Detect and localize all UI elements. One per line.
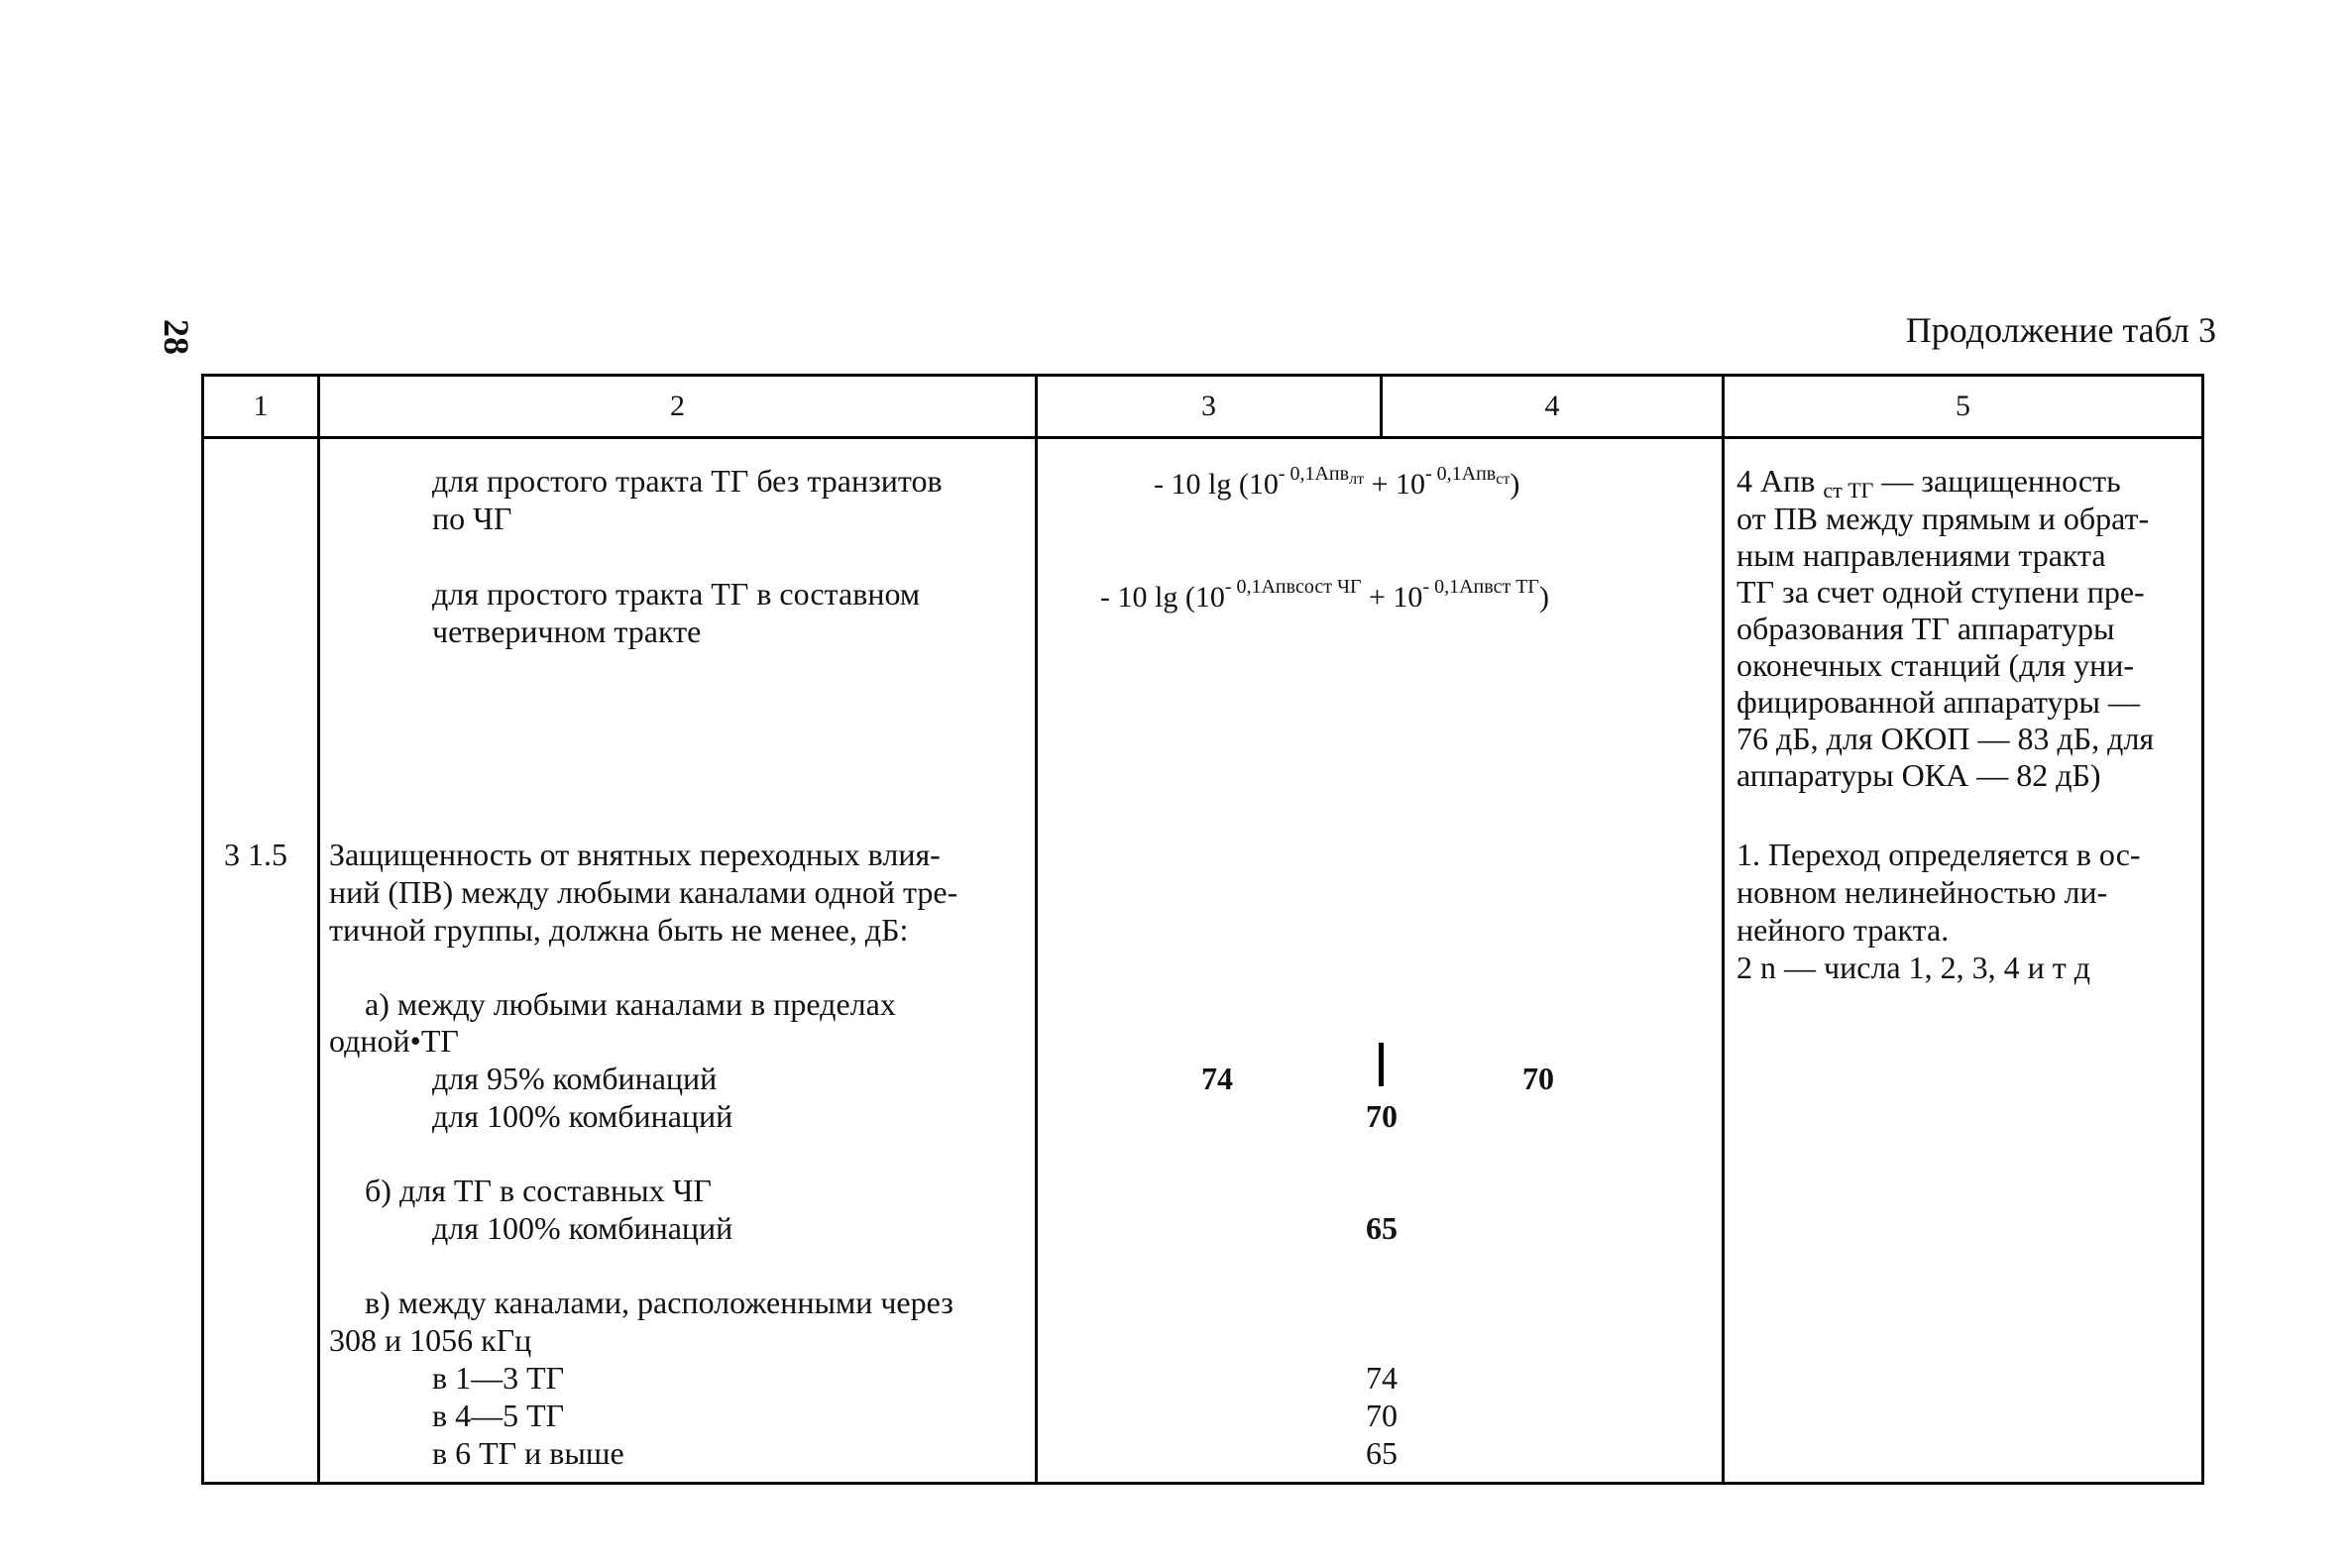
page-number: 28: [157, 319, 196, 355]
subitem-c-line2: 308 и 1056 кГц: [329, 1322, 532, 1358]
header-col-4: 4: [1544, 390, 1560, 422]
subitem-c-row-value: 65: [1366, 1435, 1398, 1471]
subitem-b-line1: б) для ТГ в составных ЧГ: [365, 1173, 712, 1208]
subitem-c-row-label: в 6 ТГ и выше: [432, 1435, 624, 1471]
value-separator-mark: [1379, 1043, 1384, 1086]
subitem-b-100: для 100% комбинаций: [432, 1210, 733, 1246]
col-rule-4: [1722, 374, 1725, 1485]
subitem-a-95: для 95% комбинаций: [432, 1061, 718, 1096]
note-4-line5: образования ТГ аппаратуры: [1736, 611, 2115, 646]
header-rule: [201, 436, 2204, 439]
table-caption: Продолжение табл 3: [1905, 310, 2216, 350]
item-composite-path-line1: для простого тракта ТГ в составном: [432, 576, 921, 612]
subitem-a-line1: а) между любыми каналами в пределах: [365, 986, 896, 1022]
note-4-line8: 76 дБ, для ОКОП — 83 дБ, для: [1736, 721, 2155, 756]
note-4-line1: 4 Апв $_{ст ТГ}$ — защищенность: [1736, 463, 2121, 503]
row-note-line4: 2 n — числа 1, 2, 3, 4 и т д: [1736, 950, 2090, 985]
header-col-2: 2: [670, 390, 685, 422]
note-4-line7: фицированной аппаратуры —: [1736, 684, 2141, 720]
row-number: 3 1.5: [224, 837, 287, 872]
col-rule-1: [317, 374, 320, 1485]
row-note-line2: новном нелинейностью ли-: [1736, 874, 2108, 910]
value-a-95-col4: 70: [1522, 1061, 1554, 1096]
row-desc-line1: Защищенность от внятных переходных влия-: [329, 837, 941, 872]
note-4-line2: от ПВ между прямым и обрат-: [1736, 501, 2150, 536]
row-desc-line2: ний (ПВ) между любыми каналами одной тре-: [329, 874, 958, 910]
subitem-c-row-label: в 1—3 ТГ: [432, 1360, 565, 1396]
header-col-5: 5: [1956, 390, 1970, 422]
formula-simple-path: - 10 $\lg (10^{- 0,1Апвлт} + 10^{- 0,1Апвст})$: [1154, 463, 1520, 501]
value-a-100: 70: [1366, 1098, 1398, 1134]
value-b-100: 65: [1366, 1210, 1398, 1246]
header-col-1: 1: [253, 390, 269, 422]
subitem-a-line2: одной•ТГ: [329, 1023, 459, 1059]
subitem-c-row-value: 74: [1366, 1360, 1398, 1396]
subitem-c-row-value: 70: [1366, 1398, 1398, 1433]
formula-composite-path: - 10 $\lg (10^{- 0,1Апвсост ЧГ} + 10^{- 0,1Апвст ТГ})$: [1100, 576, 1549, 614]
note-4-line3: ным направлениями тракта: [1736, 537, 2106, 573]
note-4-line6: оконечных станций (для уни-: [1736, 647, 2134, 683]
header-col-3: 3: [1201, 390, 1216, 422]
subitem-c-row-label: в 4—5 ТГ: [432, 1398, 565, 1433]
row-note-line3: нейного тракта.: [1736, 912, 1950, 948]
subitem-c-line1: в) между каналами, расположенными через: [365, 1285, 953, 1320]
value-a-95-col3: 74: [1201, 1061, 1233, 1096]
item-simple-path-line1: для простого тракта ТГ без транзитов: [432, 463, 943, 499]
note-4-line4: ТГ за счет одной ступени пре-: [1736, 574, 2145, 610]
item-composite-path-line2: четверичном тракте: [432, 614, 702, 649]
col-rule-2: [1035, 374, 1038, 1485]
row-desc-line3: тичной группы, должна быть не менее, дБ:: [329, 912, 909, 948]
subitem-a-100: для 100% комбинаций: [432, 1098, 733, 1134]
note-4-line9: аппаратуры ОКА — 82 дБ): [1736, 757, 2101, 793]
item-simple-path-line2: по ЧГ: [432, 501, 512, 536]
row-note-line1: 1. Переход определяется в ос-: [1736, 837, 2141, 872]
